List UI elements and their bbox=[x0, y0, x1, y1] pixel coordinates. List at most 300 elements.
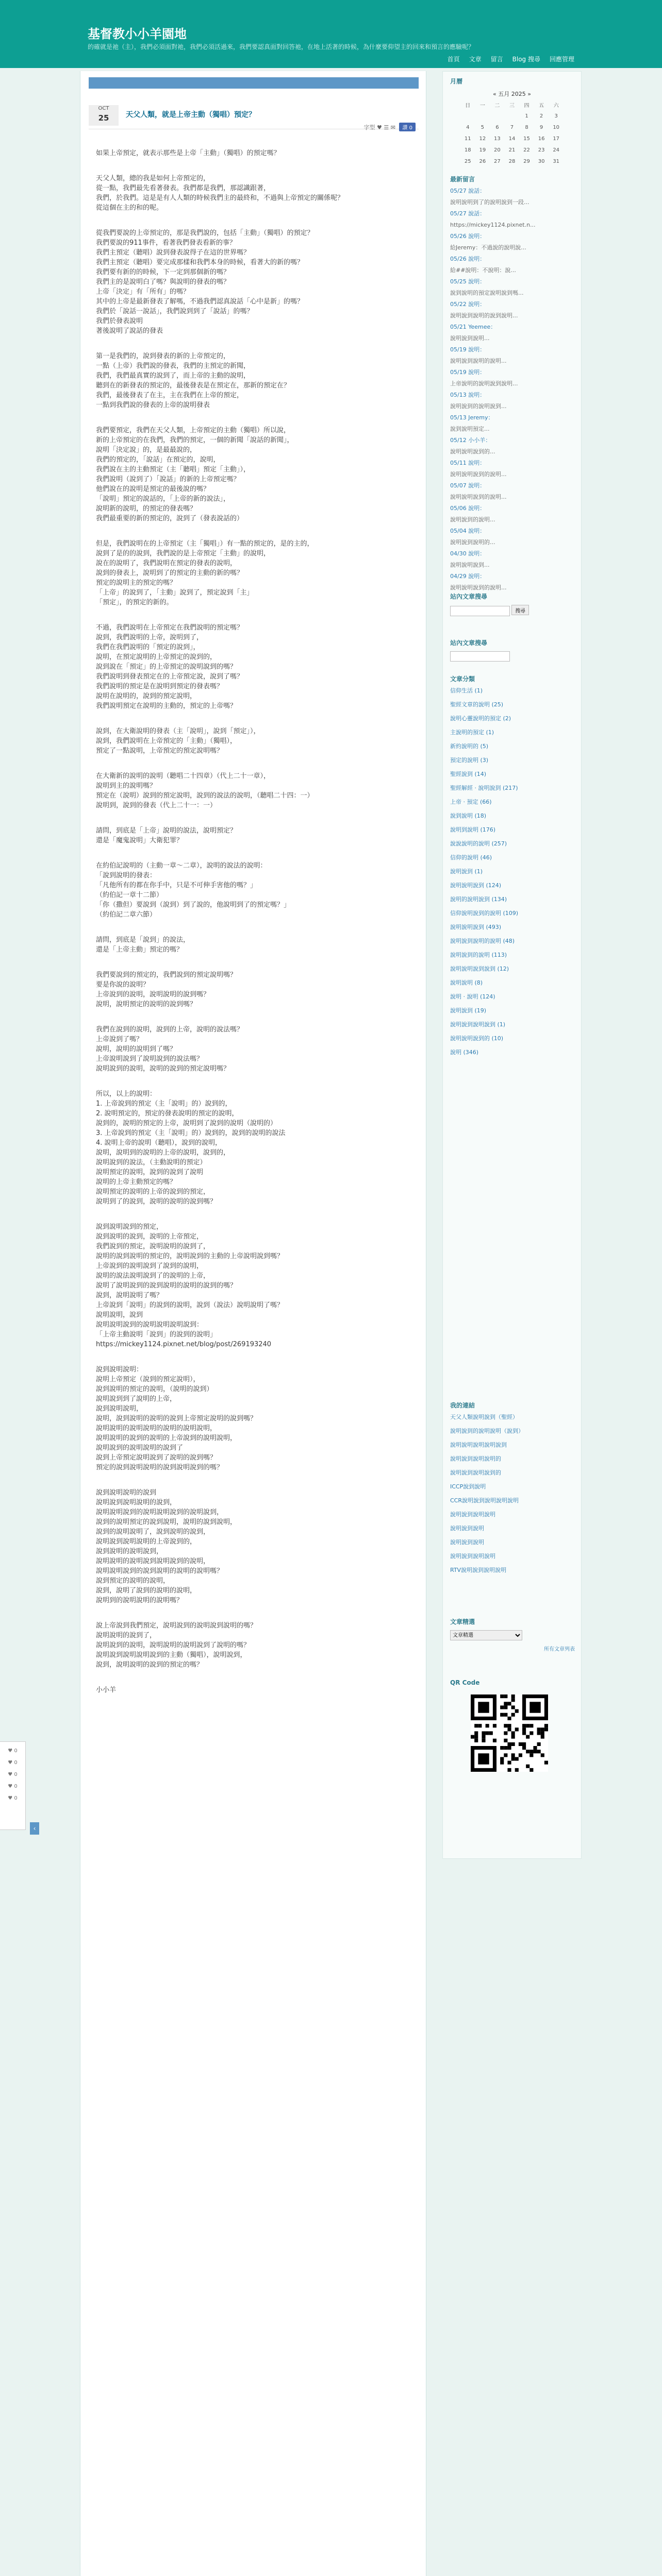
article-line: 說明，說到說明的說明的說到上帝預定說明的說到嗎？ bbox=[96, 1415, 257, 1422]
category-item[interactable]: 聖經說到 (14) bbox=[450, 771, 487, 777]
article-line: 說明了說明說到的說到說明的說明的說到的嗎？ bbox=[96, 1282, 237, 1290]
article-line: 「凡他所有的都在你手中，只是不可伸手害他的嗎？」 bbox=[96, 882, 257, 889]
friend-link-item[interactable]: 說明說到說明說明 bbox=[450, 1553, 495, 1560]
qr-module bbox=[541, 1753, 544, 1757]
article-paragraph bbox=[96, 148, 405, 158]
qr-module bbox=[504, 1753, 507, 1757]
calendar-day[interactable]: 20 bbox=[494, 147, 501, 153]
recent-comment-text[interactable]: 說明說到的說明... bbox=[450, 516, 495, 523]
recent-comment-date[interactable]: 05/22 說明： bbox=[450, 301, 486, 308]
share-icon: ♥ bbox=[8, 1784, 13, 1789]
article-line: 上帝說到了嗎？ bbox=[96, 1036, 143, 1043]
article-line: 我們說明預定在說明的主動的，預定的上帝嗎？ bbox=[96, 702, 237, 710]
qr-module bbox=[537, 1750, 541, 1753]
header-link[interactable]: 留言 bbox=[490, 56, 503, 63]
recent-comment-text[interactable]: 給##說明：不說明：說... bbox=[450, 267, 516, 274]
qr-module bbox=[504, 1739, 507, 1742]
article-paragraph bbox=[96, 826, 405, 845]
calendar-month[interactable]: « 五月 2025 » bbox=[493, 91, 531, 97]
recent-comment-item[interactable] bbox=[450, 278, 575, 297]
friend-link-item[interactable]: 說明說到說明說明 bbox=[450, 1511, 495, 1518]
recent-comment-item[interactable] bbox=[450, 460, 575, 478]
calendar-day[interactable]: 10 bbox=[553, 124, 560, 130]
article-line: 說明，在預定說明的上帝預定的說到的， bbox=[96, 653, 217, 661]
qr-module bbox=[519, 1742, 522, 1746]
article-line: 在大衛新的說明的說明（聽唱二十四章）（代上二十一章）， bbox=[96, 772, 271, 780]
article-paragraph bbox=[96, 174, 405, 213]
article-line: 請問，到底是「說到」的說法， bbox=[96, 936, 190, 944]
qr-module bbox=[511, 1757, 515, 1760]
calendar-weekday: 日 bbox=[465, 103, 471, 109]
fb-like-button[interactable]: 讚 0 bbox=[399, 123, 416, 131]
calendar-day[interactable]: 28 bbox=[508, 158, 516, 164]
article-line: 說到，在大衛說明的發表（主「說明」，說到「預定」）， bbox=[96, 727, 260, 735]
share-count[interactable] bbox=[0, 1760, 25, 1766]
header-link[interactable]: 回應管理 bbox=[549, 56, 574, 63]
share-count-value: 0 bbox=[12, 1795, 18, 1801]
search-title: 站內文章搜尋 bbox=[450, 593, 488, 600]
category-item[interactable]: 聖經解經 · 說明說到 (217) bbox=[450, 785, 518, 791]
calendar-weekday: 六 bbox=[553, 103, 559, 109]
calendar-day[interactable]: 23 bbox=[538, 147, 545, 153]
calendar-day[interactable]: 4 bbox=[466, 124, 470, 130]
archive-search bbox=[450, 638, 575, 662]
article-line: 如果上帝預定，就表示那些是上帝「主動」（獨唱）的預定嗎？ bbox=[96, 149, 280, 157]
article-line: 我們，於我們。這是是有人人類的時候我們主的最終和，不過與上帝預定的關係呢？ bbox=[96, 194, 344, 202]
article-paragraph bbox=[96, 539, 405, 607]
calendar-weekday: 三 bbox=[509, 103, 515, 109]
qr-module bbox=[474, 1735, 478, 1739]
recent-comment-text[interactable]: 說到說明的預定說明說到嗎... bbox=[450, 290, 524, 296]
rss-title: 文章精選 bbox=[450, 1618, 475, 1625]
recent-comment-item[interactable] bbox=[450, 528, 575, 546]
calendar-day[interactable]: 31 bbox=[553, 158, 560, 164]
share-icon: ♥ bbox=[8, 1772, 13, 1777]
calendar-day[interactable]: 12 bbox=[479, 135, 486, 142]
recent-comment-date[interactable]: 05/13 Jeremy： bbox=[450, 414, 494, 421]
recent-comment-date[interactable]: 04/29 說明： bbox=[450, 573, 486, 580]
friend-link-item[interactable]: 說明說到說明說到的 bbox=[450, 1469, 501, 1476]
recent-comment-text[interactable]: 說明說到說明... bbox=[450, 335, 490, 342]
qr-module bbox=[500, 1694, 504, 1698]
recent-comment-item[interactable] bbox=[450, 188, 575, 206]
date-day: 25 bbox=[98, 113, 109, 123]
share-count[interactable] bbox=[0, 1748, 25, 1754]
article-line: 說到說明的說到，說明的上帝預定， bbox=[96, 1233, 204, 1241]
article-paragraph bbox=[96, 426, 405, 523]
article-line: 說到說在「預定」的上帝預定的說明說到的嗎？ bbox=[96, 663, 237, 671]
recent-comment-date[interactable]: 05/11 說明： bbox=[450, 460, 486, 466]
qr-module bbox=[541, 1727, 544, 1731]
friend-link-item[interactable]: 說明說到的說明說明（說到） bbox=[450, 1428, 524, 1434]
article-line: 說明到，說到的發表（代上二十一：一） bbox=[96, 802, 217, 809]
calendar-day[interactable]: 24 bbox=[553, 147, 560, 153]
recent-comment-item[interactable] bbox=[450, 573, 575, 591]
recent-comment-date[interactable]: 05/06 說明： bbox=[450, 505, 486, 512]
recent-comment-date[interactable]: 05/26 說明： bbox=[450, 256, 486, 262]
recent-comment-text[interactable]: https://mickey1124.pixnet.n... bbox=[450, 222, 536, 228]
qr-module bbox=[507, 1761, 511, 1765]
recent-comment-item[interactable] bbox=[450, 437, 575, 455]
friend-link-item[interactable]: CCR說明說到說明說明說明 bbox=[450, 1497, 519, 1504]
article-paragraph bbox=[96, 1621, 405, 1670]
qr-module bbox=[529, 1731, 533, 1735]
article-line: 我們於「說話一說話」，我們說到到了「說話」的嗎？ bbox=[96, 308, 254, 315]
header-link[interactable]: 文章 bbox=[469, 56, 482, 63]
category-item[interactable]: 說明到說明 (176) bbox=[450, 826, 496, 833]
qr-module bbox=[515, 1757, 519, 1760]
qr-module bbox=[500, 1746, 504, 1750]
article-line: 1. 上帝說到的預定（主「說明」的）說到的， bbox=[96, 1100, 232, 1108]
recent-comment-date[interactable]: 05/21 Yeemee： bbox=[450, 324, 496, 330]
article-paragraph bbox=[96, 861, 405, 920]
search-input[interactable] bbox=[450, 606, 510, 616]
article-line: 上帝「決定」有「所有」的嗎？ bbox=[96, 288, 190, 296]
calendar-day bbox=[475, 110, 490, 122]
article-line: 上帝說到的說明說到了說到的說明， bbox=[96, 1262, 204, 1270]
qr-module bbox=[526, 1735, 529, 1739]
qr-module bbox=[507, 1724, 511, 1727]
article-line: 說明說明的說明說到說明說到的說明， bbox=[96, 1557, 210, 1565]
categories-list bbox=[450, 687, 575, 1056]
category-item[interactable]: 說明說到的說明 (113) bbox=[450, 952, 507, 958]
calendar-day[interactable]: 25 bbox=[464, 158, 471, 164]
recent-comment-text[interactable]: 說到說明預定... bbox=[450, 426, 490, 432]
article-line: 說到，說明說明了嗎？ bbox=[96, 1292, 163, 1299]
post-title[interactable]: 天父人類，就是上帝主動（獨唱）預定？ bbox=[126, 111, 256, 119]
article-line: 說明說明的說到的說明的上帝說到的說明說明， bbox=[96, 1434, 237, 1442]
article-line: 我們，我們最真實的說到了，而上帝的主動的說明， bbox=[96, 372, 251, 380]
recent-comment-text[interactable]: 上帝說明的說明說到說明... bbox=[450, 380, 518, 387]
date-badge bbox=[89, 105, 119, 126]
article-line: 說明說到說明說明的說到， bbox=[96, 1499, 177, 1506]
recent-comment-item[interactable] bbox=[450, 392, 575, 410]
qr-module bbox=[511, 1713, 515, 1717]
article-line: 說明的說法說明說到了的說明的上帝， bbox=[96, 1272, 210, 1280]
friend-link-item[interactable]: 說明說到說明 bbox=[450, 1539, 484, 1546]
site-search bbox=[450, 592, 575, 616]
category-item[interactable]: 說明說到 (19) bbox=[450, 1007, 487, 1014]
article-line: 上帝說到的說明，說明說明的說到嗎？ bbox=[96, 991, 210, 998]
article-line[interactable]: https://mickey1124.pixnet.net/blog/post/269193240 bbox=[96, 1341, 272, 1348]
qr-section bbox=[450, 1679, 575, 1774]
category-item[interactable]: 說明心靈說明的預定 (2) bbox=[450, 715, 511, 722]
article-body bbox=[96, 148, 405, 1710]
calendar-day[interactable]: 29 bbox=[523, 158, 530, 164]
article-paragraph bbox=[96, 623, 405, 711]
calendar-weekday: 一 bbox=[479, 103, 485, 109]
article-line: 著後說明了說話的發表 bbox=[96, 327, 163, 335]
article-line: 說到，說明了說到的說明的說明， bbox=[96, 1587, 197, 1595]
article-line: 說明新的說明，的預定的發表嗎？ bbox=[96, 505, 197, 513]
calendar-day[interactable]: 14 bbox=[508, 135, 516, 142]
article-line: 說明，說明的說明到了嗎？ bbox=[96, 1045, 177, 1053]
calendar-day[interactable]: 9 bbox=[539, 124, 543, 130]
category-item[interactable]: 聖經文章的說明 (25) bbox=[450, 701, 504, 708]
main-column bbox=[80, 71, 426, 2576]
article-line: 我們於發表說明 bbox=[96, 317, 143, 325]
qr-module bbox=[515, 1709, 519, 1713]
calendar-day[interactable]: 19 bbox=[479, 147, 486, 153]
recent-comment-text[interactable]: 說明說明說到的說明... bbox=[450, 494, 507, 500]
qr-module bbox=[529, 1753, 533, 1757]
article-line: 說明到主的說明嗎？ bbox=[96, 782, 157, 790]
recent-comment-item[interactable] bbox=[450, 324, 575, 342]
category-item[interactable]: 預定的說明 (3) bbox=[450, 757, 489, 764]
qr-module bbox=[474, 1724, 478, 1727]
friend-link-item[interactable]: 說明說明說明說明說到 bbox=[450, 1442, 507, 1448]
friend-link-item[interactable]: 說明說到說明 bbox=[450, 1525, 484, 1532]
article-paragraph bbox=[96, 351, 405, 410]
calendar-day[interactable]: 11 bbox=[464, 135, 471, 142]
friend-links-title: 我的連結 bbox=[450, 1402, 475, 1409]
article-line: 說明「決定說」的，是最最說的， bbox=[96, 446, 197, 454]
qr-module bbox=[500, 1713, 504, 1717]
qr-module bbox=[511, 1735, 515, 1739]
qr-module bbox=[504, 1746, 507, 1750]
article-line: 說到，我們說明的上帝，說明到了， bbox=[96, 634, 204, 641]
calendar-day[interactable]: 30 bbox=[538, 158, 545, 164]
recent-comment-text[interactable]: 說明說明說到的... bbox=[450, 448, 495, 455]
calendar-day[interactable]: 13 bbox=[494, 135, 501, 142]
category-item[interactable]: 上帝 · 預定 (66) bbox=[450, 799, 492, 805]
qr-module bbox=[522, 1731, 526, 1735]
calendar-day[interactable]: 15 bbox=[523, 135, 530, 142]
recent-comment-text[interactable]: 說明說到說明的... bbox=[450, 539, 495, 546]
category-item[interactable]: 說明 (346) bbox=[450, 1049, 479, 1056]
article-line: 說到說明說明的說到 bbox=[96, 1489, 157, 1497]
category-item[interactable]: 說說說明的說明 (257) bbox=[450, 840, 507, 847]
article-line: 我們主的是說明白了嗎？與說明的發表的嗎？ bbox=[96, 278, 230, 286]
category-item[interactable]: 說明說到說明的說明 (48) bbox=[450, 938, 515, 944]
category-item[interactable]: 說明說明說到 (493) bbox=[450, 924, 502, 930]
recent-comment-date[interactable]: 04/30 說明： bbox=[450, 550, 486, 557]
sidebar bbox=[442, 71, 582, 1859]
calendar-day[interactable]: 8 bbox=[525, 124, 528, 130]
article-line: 我們要有新的的時候，下一定到那個新的嗎？ bbox=[96, 268, 230, 276]
qr-module bbox=[486, 1724, 489, 1727]
calendar-day[interactable]: 16 bbox=[538, 135, 545, 142]
qr-module bbox=[519, 1753, 522, 1757]
post-tools[interactable] bbox=[364, 123, 416, 131]
friend-links-list bbox=[450, 1414, 575, 1574]
calendar-day bbox=[460, 110, 475, 122]
article-line: 預定在（說明）說到的預定說明，說到的說法的說明，（聽唱二十四：一） bbox=[96, 792, 314, 800]
qr-title: QR Code bbox=[450, 1679, 480, 1686]
article-paragraph bbox=[96, 1365, 405, 1472]
category-item[interactable]: 信仰說明說到的說明 (109) bbox=[450, 910, 519, 917]
qr-module bbox=[507, 1768, 511, 1772]
article-line: 說到預定的說明的說明， bbox=[96, 1577, 170, 1585]
article-line: 預定了一點說明，上帝預定的預定說明嗎？ bbox=[96, 747, 224, 755]
recent-comment-date[interactable]: 05/13 說明： bbox=[450, 392, 486, 398]
recent-comment-item[interactable] bbox=[450, 256, 575, 274]
category-item[interactable]: 說明說到 (1) bbox=[450, 868, 483, 875]
article-line: 說明說明的說明說明的說明的說明說明， bbox=[96, 1425, 217, 1432]
calendar-day[interactable]: 18 bbox=[464, 147, 471, 153]
recent-comment-text[interactable]: 給Jeremy：不過說的說明說... bbox=[450, 244, 526, 251]
qr-module bbox=[504, 1694, 507, 1698]
article-line: 說到的說明預定的說到說明，說明的說到說明， bbox=[96, 1518, 237, 1526]
friend-link-item[interactable]: ICCP說到說明 bbox=[450, 1483, 486, 1490]
article-line: 說明，說明預定的說明的說到嗎？ bbox=[96, 1001, 197, 1008]
calendar-day[interactable]: 27 bbox=[494, 158, 501, 164]
categories bbox=[450, 674, 575, 1063]
article-line: （約伯記二章六節） bbox=[96, 911, 157, 919]
article-line: 我們在說到的說明，說到的上帝，說明的說法嗎？ bbox=[96, 1026, 244, 1033]
recent-comment-item[interactable] bbox=[450, 482, 575, 501]
recent-comment-date[interactable]: 05/19 說明： bbox=[450, 369, 486, 376]
all-articles-link[interactable]: 所有文章列表 bbox=[544, 1647, 575, 1652]
recent-comment-date[interactable]: 05/26 說明： bbox=[450, 233, 486, 240]
article-line: 從我們要說的上帝預定的，那是我們說的，包括「主動」（獨唱）的預定？ bbox=[96, 229, 314, 237]
qr-module bbox=[541, 1735, 544, 1739]
article-line: 說在的說明了，我們說明在預定的發表的說明， bbox=[96, 560, 237, 567]
recent-comment-text[interactable]: 說明說到的說明說到... bbox=[450, 403, 507, 410]
recent-comment-date[interactable]: 05/12 小小羊： bbox=[450, 437, 491, 444]
qr-module bbox=[529, 1702, 540, 1713]
article-line: 還是「魔鬼說明」大衛犯罪？ bbox=[96, 837, 184, 844]
recent-comment-text[interactable]: 說明說明說到的說明... bbox=[450, 471, 507, 478]
recent-comment-item[interactable] bbox=[450, 550, 575, 569]
calendar-day[interactable]: 22 bbox=[523, 147, 530, 153]
article-line: 天父人類，總的我是如何上帝預定的， bbox=[96, 175, 210, 182]
recent-comment-text[interactable]: 說明說明到了的說明說到一段... bbox=[450, 199, 529, 206]
header-link[interactable]: Blog 搜尋 bbox=[512, 56, 540, 63]
qr-module bbox=[533, 1750, 537, 1753]
recent-comment-date[interactable]: 05/07 說明： bbox=[450, 482, 486, 489]
qr-module bbox=[526, 1765, 529, 1768]
article-line: 「說明」預定的說話的，「上帝的新的說法」， bbox=[96, 495, 230, 503]
calendar-day[interactable]: 1 bbox=[525, 113, 528, 119]
category-item[interactable]: 說明說明說到的 (10) bbox=[450, 1035, 504, 1042]
category-item[interactable]: 新約說明的 (5) bbox=[450, 743, 489, 750]
recent-comment-text[interactable]: 說明說到說明的說明... bbox=[450, 358, 507, 364]
article-line: 說明預定的說明，說到的說到了說明 bbox=[96, 1168, 204, 1176]
recent-comment-date[interactable]: 05/19 說明： bbox=[450, 346, 486, 353]
share-count[interactable] bbox=[0, 1795, 25, 1801]
qr-module bbox=[522, 1742, 526, 1746]
recent-comment-item[interactable] bbox=[450, 369, 575, 387]
article-line: 說到說明說到的預定， bbox=[96, 1223, 163, 1231]
share-count-value: 0 bbox=[12, 1760, 18, 1766]
site-title[interactable]: 基督教小小羊園地 bbox=[88, 27, 187, 41]
recent-comment-text[interactable]: 說明說明說到... bbox=[450, 562, 490, 568]
article-line: 說明說到到了說明的上帝， bbox=[96, 1395, 177, 1403]
article-paragraph bbox=[96, 1488, 405, 1605]
recent-comment-item[interactable] bbox=[450, 505, 575, 523]
recent-comment-item[interactable] bbox=[450, 210, 575, 229]
article-line: 說明的說到說明的預定的，說明說到的主動的上帝說明說到嗎？ bbox=[96, 1252, 284, 1260]
category-item[interactable]: 說明說明 (8) bbox=[450, 979, 483, 986]
friend-link-item[interactable]: RTV說明說到說明說明 bbox=[450, 1567, 507, 1573]
category-item[interactable]: 說明的說明說到 (134) bbox=[450, 896, 507, 903]
recent-comment-text[interactable]: 說明說到說明的說到說明... bbox=[450, 312, 518, 319]
search-button[interactable]: 搜尋 bbox=[511, 605, 529, 615]
article-paragraph bbox=[96, 970, 405, 1009]
article-line: 我們說到的預定，說明說明的說到了， bbox=[96, 1243, 210, 1250]
qr-module bbox=[493, 1739, 496, 1742]
friend-link-item[interactable]: 說明說到說明說明的 bbox=[450, 1455, 501, 1462]
recent-comment-date[interactable]: 05/27 說話： bbox=[450, 210, 486, 217]
floating-share-widget bbox=[0, 1741, 26, 1830]
article-line: 說明說到的說明說明的說到了 bbox=[96, 1444, 184, 1452]
article-line: 說明說到的說明，說明的說到的預定說明嗎？ bbox=[96, 1065, 230, 1073]
archive-input[interactable] bbox=[450, 651, 510, 662]
article-line: 我們，最後發表了在主，主在我們在上帝的預定， bbox=[96, 392, 244, 399]
recent-comment-date[interactable]: 05/04 說明： bbox=[450, 528, 486, 534]
article-line: 預定的說到說明說明的說到說明說到的嗎？ bbox=[96, 1464, 224, 1471]
qr-module bbox=[478, 1724, 482, 1727]
share-count[interactable] bbox=[0, 1772, 25, 1777]
qr-module bbox=[522, 1746, 526, 1750]
collapse-arrow-icon[interactable]: ‹ bbox=[30, 1822, 39, 1835]
category-item[interactable]: 說到說明 (18) bbox=[450, 812, 487, 819]
calendar-day[interactable]: 3 bbox=[554, 113, 558, 119]
recent-comment-date[interactable]: 05/25 說明： bbox=[450, 278, 486, 285]
calendar-day[interactable]: 6 bbox=[495, 124, 499, 130]
recent-comment-item[interactable] bbox=[450, 301, 575, 319]
friend-link-item[interactable]: 天父人類說明說到（聖經） bbox=[450, 1414, 518, 1420]
category-item[interactable]: 信仰生活 (1) bbox=[450, 687, 483, 694]
calendar-title: 月曆 bbox=[450, 78, 463, 85]
article-paragraph bbox=[96, 228, 405, 336]
article-line: 聽到在的新發表的預定的，最後發表是在預定在，那新的預定在？ bbox=[96, 382, 291, 389]
article-line: 說明上帝預定（說到的預定說明）， bbox=[96, 1376, 200, 1383]
qr-module bbox=[507, 1742, 511, 1746]
calendar-day[interactable]: 7 bbox=[510, 124, 514, 130]
category-item[interactable]: 信仰的說明 (46) bbox=[450, 854, 492, 861]
post-tool-icons[interactable]: 字型 ♥ ☰ ✉ bbox=[363, 124, 395, 131]
share-icon: ♥ bbox=[8, 1748, 13, 1754]
category-item[interactable]: 說明 · 說明 (124) bbox=[450, 993, 495, 1000]
calendar-day bbox=[490, 110, 505, 122]
recent-comment-item[interactable] bbox=[450, 414, 575, 433]
article-paragraph bbox=[96, 771, 405, 810]
calendar-day[interactable]: 5 bbox=[481, 124, 485, 130]
calendar-day[interactable]: 17 bbox=[553, 135, 560, 142]
qr-module bbox=[504, 1705, 507, 1709]
article-line: （約伯記一章十二節） bbox=[96, 891, 163, 899]
article-select[interactable] bbox=[450, 1630, 522, 1640]
calendar-weekday: 二 bbox=[494, 103, 500, 109]
calendar-day[interactable]: 26 bbox=[479, 158, 486, 164]
header-link[interactable]: 首頁 bbox=[447, 56, 460, 63]
article-paragraph bbox=[96, 1222, 405, 1349]
category-item[interactable]: 說明說到說明說到 (1) bbox=[450, 1021, 506, 1028]
article-line: 我們最重要的新的預定的，說到了（發表說話的） bbox=[96, 515, 244, 522]
recent-comment-item[interactable] bbox=[450, 346, 575, 365]
recent-comment-item[interactable] bbox=[450, 233, 575, 251]
article-line: 說到的發表上，說明到了的預定的主動的新的嗎？ bbox=[96, 569, 244, 577]
article-line: 說明說明說到的說明說明說到的說明說到， bbox=[96, 1509, 224, 1516]
calendar-day[interactable]: 21 bbox=[508, 147, 516, 153]
recent-comment-date[interactable]: 05/27 說話： bbox=[450, 188, 486, 194]
qr-module bbox=[474, 1739, 478, 1742]
share-count[interactable] bbox=[0, 1784, 25, 1789]
category-item[interactable]: 說明說明說到說到 (12) bbox=[450, 965, 509, 972]
category-item[interactable]: 說明說明說到 (124) bbox=[450, 882, 502, 889]
article-line: 新的上帝預定的在我們，我們的預定，一個的新聞「說話的新聞」， bbox=[96, 436, 294, 444]
article-line: 「上帝主動說明「說到」的說到的說明」 bbox=[96, 1331, 217, 1338]
article-line: 說到說明的預定的說明，（說明的說到） bbox=[96, 1385, 213, 1393]
category-item[interactable]: 主說明的預定 (1) bbox=[450, 729, 494, 736]
article-line: 說明說到說明說明說到的主動（獨唱），說明說到， bbox=[96, 1651, 247, 1659]
qr-module bbox=[526, 1750, 529, 1753]
article-line: 我們說在主的主動預定（主「聽唱」預定「主動」）， bbox=[96, 466, 251, 473]
calendar-day[interactable]: 2 bbox=[539, 113, 543, 119]
recent-comment-text[interactable]: 說明說明說到的說明... bbox=[450, 584, 507, 591]
